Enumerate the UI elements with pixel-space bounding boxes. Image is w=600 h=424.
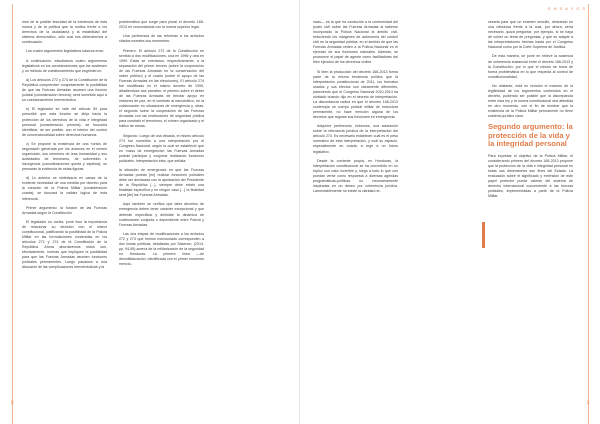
column-1	[22, 20, 107, 275]
paragraph: Las dos etapas de modificaciones a los artículos 272 y 274 que hemos mencionado corresponden a dos líneas políticas, detalladas por Salomón, (2014, pp. 94-95) acerca de la militarización de la seguridad en Honduras. La primera línea —de desmilitarización, identificada con el primer momento mencio-	[119, 231, 204, 267]
paragraph: Primer argumento: la función de las Fuerzas Armadas según la Constitución	[22, 205, 107, 215]
paragraph: No obstante, está en revisión el examen de la legitimidad de los argumentos contenidos en el decreto, pudiendo ser posible que la discrepancia entre esta ley y la norma constitucional sea atendida en otro momento, con el fin de mostrar que la existencia de la Policía Militar permanente no tiene sustento jurídico claro.	[488, 83, 573, 119]
paragraph: Si bien la producción del decreto 168-2013 forma parte de la misma tendencia política que la interpretación constitucional de 2011, los formatos usados y sus efectos son claramente diferentes, pareciendo que el Congreso Nacional 2010-2014 ha olvidado cuando dijo en el decreto de interpretación. La discordancia radica en que el decreto 168-2013 contempla un cuerpo policial militar de estructura permanente, no hace mención alguna de los decretos que regulan sus funciones en emergencia.	[313, 69, 398, 120]
section-subheading: Segundo argumento: la protección de la vida y la integridad personal	[488, 122, 573, 149]
paragraph: a) Los artículos 272 y 274 de la Constitución de la República comprenden conjuntamente la posibilidad de que las Fuerzas Armadas asumen una función policial (consideración tercera); será sometido aquí a un cuestionamiento hermenéutico.	[22, 77, 107, 103]
page-number-right: 47	[585, 400, 591, 405]
column-4	[488, 20, 573, 204]
paragraph: Desde la corriente propia, en Honduras, la interpretación constitucional se ha convertido en un tópico con valor increíble y, luego a todo lo que con puedan verse como respuesta a diversas agendas programáticas-políticas no necesariamente inspiradas en un deseo por coherencia jurídica. Lamentablemente no existe la claridad ne-	[313, 158, 398, 194]
paragraph: Los cuatro argumentos legislativos básicos eran:	[26, 49, 104, 54]
page-spine	[299, 0, 300, 424]
paragraph: El legislador no oculta, pone foco la importancia de relacionar su decisión con el marco constitucional, justificando la posibilidad de la Policía Militar en las formulaciones contenidas en los artículos 272 y 274 de la Constitución de la República. Ahora abordaremos estos son, efectivamente, normas que impliquen la posibilidad para que las Fuerzas Armadas asumen funciones policiales permanentes. Luego pasamos a una discusión de las complicaciones hermenéuticas y la	[22, 220, 107, 270]
paragraph: cesaria para que un examen sencillo, derivando en una nebulosa frente a la cual, por ahora, sería necesario, quizá preguntar, por ejemplo, si se haya de volver un tema de preguntas, y que se adapte a las interpretaciones hechas hasta por el Congreso Nacional como por la Corte Suprema de Justicia.	[488, 20, 573, 50]
column-3	[313, 20, 398, 198]
subheading-accent-bar	[482, 222, 485, 248]
paragraph: d) Lo anterior se sintetizaría en causa de la evidente necesidad de una medida por decreto para la creación de la Policía Militar (consideración cuarta); se buscará la validez lógica de esta inferencia.	[22, 176, 107, 201]
section-header: ENSAYOS	[547, 6, 588, 11]
paragraph: nado— es la que ha conducido a la conformidad del poder civil sobre las Fuerzas Armadas al haberse incorporado la Policía Nacional al ámbito civil, reduciendo los márgenes de autonomía del control civil en la seguridad pública, en el sentido de que las Fuerzas Armadas ceden a la Policía Nacional en el ejercicio de sus funciones naturales. Además, se promueve el papel de agente como facilitadores del bien ejercicio de los derechos civiles.	[313, 20, 398, 65]
paragraph: Segundo. Luego de una década, el mismo artículo 274 fue sometido a una interpretación por el Congreso Nacional, según la cual se estableció que en «caso de emergencia» las Fuerzas Armadas podrán participar y cooperar realizando funciones policiales. Interpretación ésta, que señala:	[119, 133, 204, 163]
paragraph: Para expresar el objetivo de la Policía Militar, el considerando primero del decreto 168-2013 propone que la protección de la vida e integridad personal en todas sus dimensiones son fines del Estado. La evaluación sobre el significado y extensión de este papel protector puede valerse del sistema de derecho internacional concerniente a las fuerzas policiales, implementadas a partir de la Policía Militar.	[488, 153, 573, 199]
page-number-left: 46	[9, 400, 15, 405]
paragraph: A continuación, estudiamos cuatro argumentos legislativos en los consideraciones que los sostienen y un método de cuestionamiento que esgrimieron:	[22, 58, 107, 73]
paragraph: De esta manera, se pone en relieve la ausencia de coherencia sustancial entre el decreto 168-2013 y la Constitución, por lo que el mismo se torna de forma problemática en lo que respecta al control de constitucionalidad.	[488, 54, 573, 79]
paragraph: Primero. El artículo 272 de la Constitución en sentido a dos modificaciones, una en 1996 y otra en 1999. Estas se orientaron, respectivamente, a la separación del primer tercero (sobre la cooperación de las Fuerzas Armadas en la conservación del orden público) y el cuarto (sobre el apoyo de las Fuerzas Armadas en las elecciones). El artículo 274 fue modificado en el mismo decreto de 1999, añadiéndose dos párrafos: el primero sobre el deber de las Fuerzas Armadas de brindar apoyo en misiones de paz, en el combate al narcotráfico, en la colaboración en situaciones de emergencia y, otras; el segundo sobre la cooperación de las Fuerzas Armadas con las instituciones de seguridad pública para combatir el terrorismo, el crimen organizado y el tráfico de armas.	[119, 48, 204, 129]
paragraph: b) El legislador se vale del artículo 59 para prescribir que esta función se dirija hacia la protección de los derechos de la vida e integridad personal (consideración primera); se buscaría identificar, de ser posible, con el interior del control de convencionalidad sobre derechos humanos.	[22, 107, 107, 137]
paragraph: Aquí también se verifica que tales decretos de emergencia deben tener carácter excepcional y que deberán especificar y delimitar la dinámica de colaboración conjunta o dependiente entre Policía y Fuerzas Armadas.	[119, 202, 204, 227]
paragraph: Una pertinencia de las reformas a los artículos citados muestra dos momentos:	[119, 34, 204, 44]
column-2	[119, 20, 204, 271]
paragraph: c) Se propone la existencia de una «crisis de seguridad» generada por los avances en el crimen organizado, sus crímenes de lesa humanidad y sus actividades de terrorismo, de subversión e insurgencia (consideraciones quinta y séptima); se pensarán la evidencia de estas figuras.	[22, 141, 107, 172]
paragraph: problemática que surge para plural el decreto 168-2013 en concordancia con la norma superior legal.	[119, 20, 204, 30]
paragraph: Adquiere pertinencia, entonces, una aclaración sobre la relevancia jurídica de la interpretación del artículo 274. Es necesario establecer cuál es el peso normativo de esta interpretación, y cuál su espacio, especialmente en cuanto a regir a un futuro legislativo.	[313, 124, 398, 154]
block-quote: la situación de emergencia en que las Fuerzas Armadas podrán [en] realizar funciones policiales debe ser declarada con la aprobación del Presidente de la República [...], siempre debe existir una finalidad específica y en ningún caso [...] la finalidad será [de] las Fuerzas Armadas.	[119, 167, 204, 198]
paragraph: men de la posible lesividad de la existencia de esta norma y de la política que la motiva frente a los derechos de la ciudadanía y la estabilidad del sistema democrático, sólo cual nos detendremos a continuación.	[22, 20, 107, 45]
